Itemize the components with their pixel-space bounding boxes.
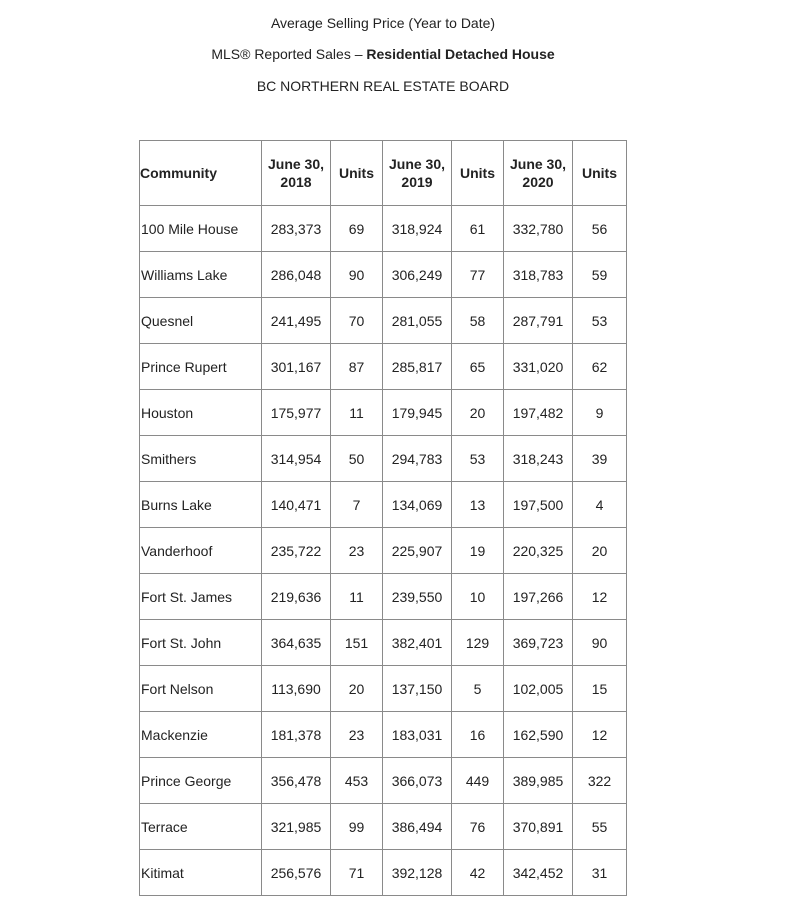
- value-cell: [573, 436, 627, 482]
- cell-value: 256,576: [270, 864, 322, 881]
- value-cell: [504, 528, 573, 574]
- community-cell: [140, 206, 262, 252]
- value-cell: [262, 666, 331, 712]
- value-cell: [504, 344, 573, 390]
- cell-value: 134,069: [391, 496, 443, 513]
- table-row: [140, 712, 627, 758]
- value-cell: [452, 804, 504, 850]
- cell-value: 11: [349, 404, 364, 421]
- community-cell: [140, 758, 262, 804]
- column-header-text: June 30,: [388, 156, 446, 172]
- cell-value: 76: [469, 818, 486, 835]
- column-header-text: 2018: [280, 174, 312, 190]
- table-row: [140, 298, 627, 344]
- value-cell: [262, 482, 331, 528]
- value-cell: [262, 252, 331, 298]
- cell-value: 20: [591, 542, 608, 559]
- value-cell: [452, 206, 504, 252]
- value-cell: [383, 528, 452, 574]
- community-cell: [140, 252, 262, 298]
- column-header-text: Units: [339, 165, 374, 181]
- cell-value: 53: [469, 450, 486, 467]
- cell-value: 19: [469, 542, 486, 559]
- community-cell: [140, 850, 262, 896]
- cell-value: 50: [348, 450, 365, 467]
- cell-value: 10: [469, 588, 486, 605]
- community-name: Kitimat: [141, 864, 184, 881]
- value-cell: [331, 712, 383, 758]
- value-cell: [452, 850, 504, 896]
- community-cell: [140, 436, 262, 482]
- value-cell: [383, 758, 452, 804]
- cell-value: 331,020: [512, 358, 564, 375]
- community-name: Fort St. John: [141, 634, 222, 651]
- cell-value: 20: [348, 680, 365, 697]
- cell-value: 241,495: [270, 312, 322, 329]
- value-cell: [383, 390, 452, 436]
- column-header: [140, 141, 262, 206]
- community-name: Prince George: [141, 772, 232, 789]
- cell-value: 4: [595, 496, 604, 513]
- table-row: [140, 666, 627, 712]
- table-row: [140, 758, 627, 804]
- cell-value: 318,924: [391, 220, 443, 237]
- value-cell: [573, 804, 627, 850]
- community-cell: [140, 344, 262, 390]
- value-cell: [331, 528, 383, 574]
- value-cell: [383, 252, 452, 298]
- value-cell: [452, 436, 504, 482]
- value-cell: [504, 436, 573, 482]
- value-cell: [383, 344, 452, 390]
- report-subtitle-prefix: MLS® Reported Sales –: [211, 46, 367, 62]
- table-row: [140, 252, 627, 298]
- community-cell: [140, 712, 262, 758]
- cell-value: 318,243: [512, 450, 564, 467]
- cell-value: 90: [591, 634, 608, 651]
- value-cell: [331, 436, 383, 482]
- value-cell: [573, 344, 627, 390]
- cell-value: 366,073: [391, 772, 443, 789]
- value-cell: [331, 344, 383, 390]
- value-cell: [504, 298, 573, 344]
- value-cell: [452, 574, 504, 620]
- value-cell: [331, 298, 383, 344]
- value-cell: [262, 298, 331, 344]
- table-row: [140, 804, 627, 850]
- cell-value: 11: [349, 588, 364, 605]
- value-cell: [573, 252, 627, 298]
- cell-value: 7: [352, 496, 361, 513]
- cell-value: 5: [473, 680, 482, 697]
- value-cell: [504, 804, 573, 850]
- value-cell: [262, 390, 331, 436]
- table-row: [140, 620, 627, 666]
- cell-value: 235,722: [270, 542, 322, 559]
- cell-value: 449: [465, 772, 490, 789]
- value-cell: [504, 206, 573, 252]
- column-header: [504, 141, 573, 206]
- value-cell: [452, 344, 504, 390]
- cell-value: 321,985: [270, 818, 322, 835]
- cell-value: 59: [591, 266, 608, 283]
- value-cell: [452, 390, 504, 436]
- value-cell: [383, 206, 452, 252]
- cell-value: 61: [469, 220, 486, 237]
- cell-value: 20: [469, 404, 486, 421]
- value-cell: [331, 758, 383, 804]
- value-cell: [262, 344, 331, 390]
- value-cell: [262, 574, 331, 620]
- value-cell: [383, 620, 452, 666]
- value-cell: [262, 528, 331, 574]
- value-cell: [452, 482, 504, 528]
- value-cell: [573, 528, 627, 574]
- value-cell: [383, 850, 452, 896]
- cell-value: 389,985: [512, 772, 564, 789]
- community-cell: [140, 298, 262, 344]
- board-name-text: BC NORTHERN REAL ESTATE BOARD: [256, 78, 510, 94]
- cell-value: 23: [348, 542, 365, 559]
- value-cell: [573, 666, 627, 712]
- community-name: Quesnel: [141, 312, 194, 329]
- value-cell: [452, 528, 504, 574]
- table-header-row: [140, 141, 627, 206]
- community-cell: [140, 390, 262, 436]
- value-cell: [331, 390, 383, 436]
- cell-value: 183,031: [391, 726, 443, 743]
- cell-value: 392,128: [391, 864, 443, 881]
- column-header: [262, 141, 331, 206]
- cell-value: 53: [591, 312, 608, 329]
- cell-value: 453: [344, 772, 369, 789]
- column-header-text: Units: [582, 165, 617, 181]
- value-cell: [262, 758, 331, 804]
- value-cell: [383, 712, 452, 758]
- value-cell: [504, 666, 573, 712]
- community-name: Terrace: [141, 818, 188, 835]
- cell-value: 306,249: [391, 266, 443, 283]
- value-cell: [504, 252, 573, 298]
- value-cell: [573, 712, 627, 758]
- cell-value: 137,150: [391, 680, 443, 697]
- value-cell: [331, 804, 383, 850]
- cell-value: 283,373: [270, 220, 322, 237]
- cell-value: 175,977: [270, 404, 322, 421]
- community-name: Burns Lake: [141, 496, 212, 513]
- value-cell: [262, 850, 331, 896]
- cell-value: 197,266: [512, 588, 564, 605]
- value-cell: [383, 804, 452, 850]
- cell-value: 370,891: [512, 818, 564, 835]
- column-header-text: June 30,: [509, 156, 567, 172]
- cell-value: 162,590: [512, 726, 564, 743]
- value-cell: [573, 850, 627, 896]
- cell-value: 181,378: [270, 726, 322, 743]
- cell-value: 23: [348, 726, 365, 743]
- value-cell: [383, 666, 452, 712]
- cell-value: 99: [348, 818, 365, 835]
- value-cell: [331, 206, 383, 252]
- value-cell: [504, 574, 573, 620]
- value-cell: [383, 298, 452, 344]
- cell-value: 364,635: [270, 634, 322, 651]
- column-header: [383, 141, 452, 206]
- community-cell: [140, 482, 262, 528]
- value-cell: [573, 482, 627, 528]
- value-cell: [331, 850, 383, 896]
- cell-value: 56: [591, 220, 608, 237]
- column-header-text: June 30,: [267, 156, 325, 172]
- community-name: Vanderhoof: [141, 542, 213, 559]
- value-cell: [331, 482, 383, 528]
- value-cell: [262, 712, 331, 758]
- value-cell: [331, 666, 383, 712]
- cell-value: 285,817: [391, 358, 443, 375]
- value-cell: [262, 436, 331, 482]
- community-cell: [140, 528, 262, 574]
- cell-value: 197,500: [512, 496, 564, 513]
- value-cell: [452, 620, 504, 666]
- value-cell: [262, 206, 331, 252]
- value-cell: [383, 574, 452, 620]
- cell-value: 220,325: [512, 542, 564, 559]
- column-header: [573, 141, 627, 206]
- value-cell: [262, 620, 331, 666]
- community-name: Williams Lake: [141, 266, 228, 283]
- report-title-text: Average Selling Price (Year to Date): [270, 15, 496, 31]
- community-name: Mackenzie: [141, 726, 208, 743]
- cell-value: 179,945: [391, 404, 443, 421]
- value-cell: [452, 666, 504, 712]
- column-header-text: Community: [140, 165, 217, 181]
- cell-value: 369,723: [512, 634, 564, 651]
- community-cell: [140, 666, 262, 712]
- sales-table: [139, 140, 627, 896]
- column-header: [331, 141, 383, 206]
- cell-value: 15: [591, 680, 608, 697]
- cell-value: 87: [348, 358, 365, 375]
- cell-value: 314,954: [270, 450, 322, 467]
- cell-value: 382,401: [391, 634, 443, 651]
- value-cell: [573, 758, 627, 804]
- value-cell: [383, 436, 452, 482]
- column-header-text: 2020: [522, 174, 554, 190]
- value-cell: [504, 712, 573, 758]
- cell-value: 287,791: [512, 312, 564, 329]
- cell-value: 286,048: [270, 266, 322, 283]
- community-name: Houston: [141, 404, 194, 421]
- report-subtitle: [0, 46, 766, 62]
- cell-value: 31: [591, 864, 608, 881]
- cell-value: 301,167: [270, 358, 322, 375]
- value-cell: [262, 804, 331, 850]
- community-name: Prince Rupert: [141, 358, 227, 375]
- column-header-text: 2019: [401, 174, 433, 190]
- cell-value: 39: [591, 450, 608, 467]
- value-cell: [331, 252, 383, 298]
- report-title: [0, 15, 766, 31]
- value-cell: [452, 298, 504, 344]
- column-header: [452, 141, 504, 206]
- value-cell: [504, 620, 573, 666]
- cell-value: 12: [591, 726, 608, 743]
- board-name: [0, 78, 766, 94]
- cell-value: 129: [465, 634, 490, 651]
- cell-value: 342,452: [512, 864, 564, 881]
- value-cell: [504, 758, 573, 804]
- community-name: Fort St. James: [141, 588, 233, 605]
- community-name: Smithers: [141, 450, 197, 467]
- cell-value: 225,907: [391, 542, 443, 559]
- cell-value: 322: [587, 772, 612, 789]
- cell-value: 239,550: [391, 588, 443, 605]
- cell-value: 16: [469, 726, 486, 743]
- community-name: 100 Mile House: [141, 220, 239, 237]
- cell-value: 65: [469, 358, 486, 375]
- community-cell: [140, 574, 262, 620]
- value-cell: [573, 390, 627, 436]
- value-cell: [573, 574, 627, 620]
- community-cell: [140, 804, 262, 850]
- column-header-text: Units: [460, 165, 495, 181]
- table-body: [140, 206, 627, 896]
- table-row: [140, 436, 627, 482]
- cell-value: 55: [591, 818, 608, 835]
- cell-value: 281,055: [391, 312, 443, 329]
- cell-value: 219,636: [270, 588, 322, 605]
- cell-value: 71: [348, 864, 365, 881]
- cell-value: 9: [595, 404, 604, 421]
- cell-value: 102,005: [512, 680, 564, 697]
- cell-value: 58: [469, 312, 486, 329]
- community-name: Fort Nelson: [141, 680, 214, 697]
- cell-value: 140,471: [270, 496, 322, 513]
- community-cell: [140, 620, 262, 666]
- cell-value: 197,482: [512, 404, 564, 421]
- value-cell: [573, 620, 627, 666]
- value-cell: [452, 252, 504, 298]
- value-cell: [504, 390, 573, 436]
- value-cell: [331, 620, 383, 666]
- cell-value: 77: [469, 266, 486, 283]
- cell-value: 70: [348, 312, 365, 329]
- cell-value: 90: [348, 266, 365, 283]
- value-cell: [504, 850, 573, 896]
- value-cell: [504, 482, 573, 528]
- table-row: [140, 528, 627, 574]
- value-cell: [452, 758, 504, 804]
- cell-value: 332,780: [512, 220, 564, 237]
- cell-value: 12: [591, 588, 608, 605]
- cell-value: 294,783: [391, 450, 443, 467]
- value-cell: [573, 298, 627, 344]
- table-row: [140, 482, 627, 528]
- cell-value: 386,494: [391, 818, 443, 835]
- cell-value: 62: [591, 358, 608, 375]
- table-row: [140, 344, 627, 390]
- table-row: [140, 574, 627, 620]
- cell-value: 42: [469, 864, 486, 881]
- value-cell: [573, 206, 627, 252]
- cell-value: 151: [344, 634, 369, 651]
- table-row: [140, 390, 627, 436]
- cell-value: 318,783: [512, 266, 564, 283]
- cell-value: 356,478: [270, 772, 322, 789]
- value-cell: [383, 482, 452, 528]
- report-subtitle-category: Residential Detached House: [366, 46, 555, 62]
- cell-value: 113,690: [271, 680, 321, 697]
- value-cell: [331, 574, 383, 620]
- cell-value: 13: [469, 496, 486, 513]
- table-row: [140, 206, 627, 252]
- cell-value: 69: [348, 220, 365, 237]
- table-row: [140, 850, 627, 896]
- value-cell: [452, 712, 504, 758]
